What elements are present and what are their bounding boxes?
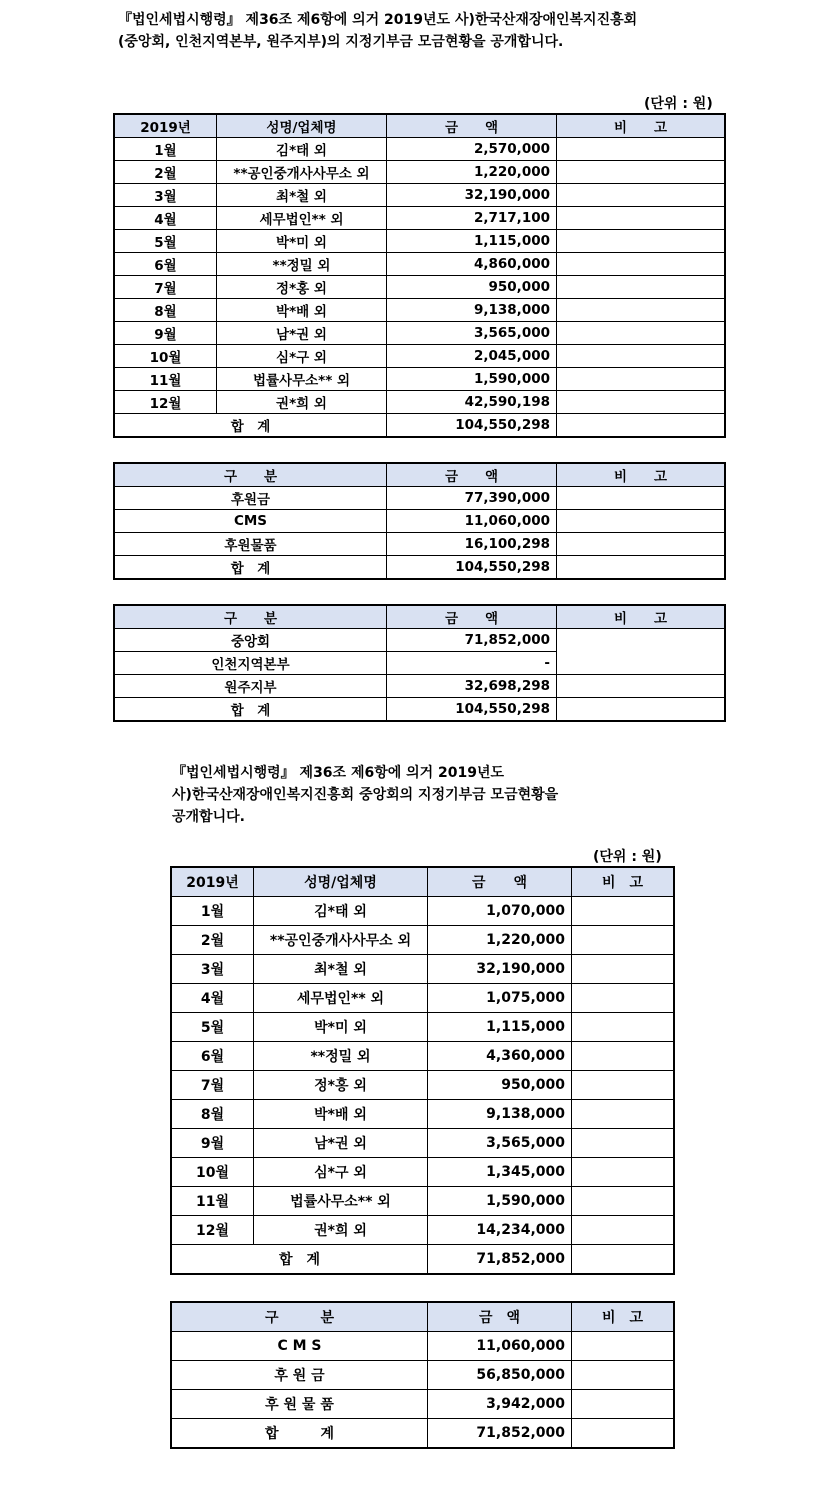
amount-cell: 3,565,000 [428, 1129, 572, 1158]
donor-name-cell: 박*배 외 [217, 299, 387, 322]
month-cell: 2월 [115, 161, 217, 184]
donor-name-cell: 정*홍 외 [217, 276, 387, 299]
table-row [172, 1071, 674, 1100]
table-row [115, 391, 725, 414]
total-label: 합 계 [172, 1245, 428, 1274]
table-total-row [115, 414, 725, 437]
note-cell [557, 138, 725, 161]
intro-2-line-1: 『법인세법시행령』 제36조 제6항에 의거 2019년도 [172, 765, 505, 781]
table-row [115, 276, 725, 299]
amount-cell: 1,590,000 [428, 1187, 572, 1216]
donor-name-cell: 김*태 외 [254, 897, 428, 926]
amount-cell: 9,138,000 [428, 1100, 572, 1129]
donor-name-cell: 박*미 외 [254, 1013, 428, 1042]
note-cell [557, 533, 725, 556]
amount-cell: 1,590,000 [387, 368, 557, 391]
amount-cell: 2,717,100 [387, 207, 557, 230]
month-cell: 2월 [172, 926, 254, 955]
note-cell [572, 1216, 674, 1245]
monthly-donation-table [114, 114, 725, 437]
total-label: 합 계 [115, 556, 387, 579]
donor-name-cell: 남*권 외 [217, 322, 387, 345]
amount-cell: 1,115,000 [387, 230, 557, 253]
col-header-name: 성명/업체명 [254, 868, 428, 897]
table-row [115, 629, 725, 652]
month-cell: 3월 [172, 955, 254, 984]
amount-cell: 1,075,000 [428, 984, 572, 1013]
col-header-amount: 금 액 [428, 868, 572, 897]
col-header-amount: 금 액 [387, 115, 557, 138]
total-amount: 71,852,000 [428, 1245, 572, 1274]
table-row [115, 322, 725, 345]
note-cell [557, 322, 725, 345]
col-header-year: 2019년 [172, 868, 254, 897]
month-cell: 3월 [115, 184, 217, 207]
category-cell: CMS [115, 510, 387, 533]
donor-name-cell: 김*태 외 [217, 138, 387, 161]
donor-name-cell: 남*권 외 [254, 1129, 428, 1158]
table-header-row [115, 115, 725, 138]
donor-name-cell: 심*구 외 [217, 345, 387, 368]
col-header-note: 비 고 [572, 1303, 674, 1332]
note-cell [572, 1042, 674, 1071]
col-header-amount: 금 액 [428, 1303, 572, 1332]
table-row [172, 1361, 674, 1390]
table-row [115, 230, 725, 253]
category-cell: 후 원 금 [172, 1361, 428, 1390]
donor-name-cell: 심*구 외 [254, 1158, 428, 1187]
donor-name-cell: 법률사무소** 외 [217, 368, 387, 391]
table-row [115, 184, 725, 207]
col-header-name: 성명/업체명 [217, 115, 387, 138]
note-cell [557, 368, 725, 391]
amount-cell: 1,070,000 [428, 897, 572, 926]
amount-cell: - [387, 652, 557, 675]
month-cell: 11월 [115, 368, 217, 391]
col-header-category: 구 분 [115, 464, 387, 487]
month-cell: 9월 [172, 1129, 254, 1158]
amount-cell: 42,590,198 [387, 391, 557, 414]
amount-cell: 11,060,000 [428, 1332, 572, 1361]
col-header-year: 2019년 [115, 115, 217, 138]
note-cell [572, 1129, 674, 1158]
note-cell [572, 1332, 674, 1361]
table-row [172, 1129, 674, 1158]
amount-cell: 4,360,000 [428, 1042, 572, 1071]
donor-name-cell: 권*희 외 [254, 1216, 428, 1245]
amount-cell: 71,852,000 [387, 629, 557, 652]
amount-cell: 32,190,000 [428, 955, 572, 984]
col-header-amount: 금 액 [387, 606, 557, 629]
amount-cell: 1,220,000 [428, 926, 572, 955]
table-row [115, 138, 725, 161]
month-cell: 4월 [172, 984, 254, 1013]
donor-name-cell: **정밀 외 [217, 253, 387, 276]
month-cell: 8월 [115, 299, 217, 322]
table-header-row [115, 464, 725, 487]
total-amount: 104,550,298 [387, 556, 557, 579]
table-row [172, 1216, 674, 1245]
month-cell: 6월 [115, 253, 217, 276]
month-cell: 9월 [115, 322, 217, 345]
amount-cell: 3,565,000 [387, 322, 557, 345]
amount-cell: 56,850,000 [428, 1361, 572, 1390]
table-row [115, 510, 725, 533]
unit-label-2: (단위 : 원) [593, 849, 662, 865]
total-note [572, 1419, 674, 1448]
table-row [115, 345, 725, 368]
intro-1-line-2: (중앙회, 인천지역본부, 원주지부)의 지정기부금 모금현황을 공개합니다. [118, 34, 564, 50]
table-row [172, 926, 674, 955]
amount-cell: 32,190,000 [387, 184, 557, 207]
note-cell [557, 629, 725, 675]
month-cell: 5월 [115, 230, 217, 253]
amount-cell: 1,345,000 [428, 1158, 572, 1187]
table-row [172, 955, 674, 984]
month-cell: 7월 [172, 1071, 254, 1100]
month-cell: 11월 [172, 1187, 254, 1216]
table-row [115, 253, 725, 276]
branch-summary-table [114, 605, 725, 721]
table-header-row [115, 606, 725, 629]
total-note [557, 556, 725, 579]
central-monthly-donation-table [171, 867, 674, 1274]
category-cell: 인천지역본부 [115, 652, 387, 675]
month-cell: 1월 [115, 138, 217, 161]
note-cell [557, 161, 725, 184]
note-cell [572, 1361, 674, 1390]
month-cell: 6월 [172, 1042, 254, 1071]
note-cell [557, 230, 725, 253]
month-cell: 12월 [172, 1216, 254, 1245]
note-cell [557, 391, 725, 414]
table-row [172, 984, 674, 1013]
donor-name-cell: 최*철 외 [217, 184, 387, 207]
note-cell [557, 276, 725, 299]
month-cell: 12월 [115, 391, 217, 414]
intro-paragraph-2 [172, 762, 558, 828]
month-cell: 10월 [172, 1158, 254, 1187]
amount-cell: 950,000 [428, 1071, 572, 1100]
amount-cell: 4,860,000 [387, 253, 557, 276]
intro-1-line-1: 『법인세법시행령』 제36조 제6항에 의거 2019년도 사)한국산재장애인복지진흥회 [118, 12, 638, 28]
month-cell: 7월 [115, 276, 217, 299]
note-cell [572, 1100, 674, 1129]
total-note [557, 698, 725, 721]
total-amount: 71,852,000 [428, 1419, 572, 1448]
total-amount: 104,550,298 [387, 698, 557, 721]
col-header-note: 비 고 [557, 606, 725, 629]
note-cell [557, 487, 725, 510]
table-row [172, 1158, 674, 1187]
month-cell: 1월 [172, 897, 254, 926]
amount-cell: 11,060,000 [387, 510, 557, 533]
note-cell [557, 299, 725, 322]
donor-name-cell: **공인중개사사무소 외 [254, 926, 428, 955]
note-cell [557, 207, 725, 230]
donor-name-cell: 박*미 외 [217, 230, 387, 253]
amount-cell: 14,234,000 [428, 1216, 572, 1245]
category-cell: 후 원 물 품 [172, 1390, 428, 1419]
note-cell [572, 897, 674, 926]
col-header-amount: 금 액 [387, 464, 557, 487]
table-row [115, 299, 725, 322]
table-row [172, 1390, 674, 1419]
category-cell: 후원물품 [115, 533, 387, 556]
category-cell: 후원금 [115, 487, 387, 510]
amount-cell: 9,138,000 [387, 299, 557, 322]
note-cell [557, 510, 725, 533]
table-row [115, 207, 725, 230]
note-cell [572, 955, 674, 984]
note-cell [557, 675, 725, 698]
donor-name-cell: 최*철 외 [254, 955, 428, 984]
intro-2-line-2: 사)한국산재장애인복지진흥회 중앙회의 지정기부금 모금현황을 [172, 787, 559, 803]
note-cell [557, 253, 725, 276]
total-note [557, 414, 725, 437]
category-summary-table [114, 463, 725, 579]
amount-cell: 2,570,000 [387, 138, 557, 161]
note-cell [572, 1390, 674, 1419]
total-label: 합 계 [115, 414, 387, 437]
table-row [172, 897, 674, 926]
table-row [115, 368, 725, 391]
total-note [572, 1245, 674, 1274]
col-header-note: 비 고 [572, 868, 674, 897]
table-row [115, 161, 725, 184]
total-label: 합 계 [115, 698, 387, 721]
amount-cell: 77,390,000 [387, 487, 557, 510]
intro-2-line-3: 공개합니다. [172, 809, 245, 825]
amount-cell: 950,000 [387, 276, 557, 299]
category-cell: C M S [172, 1332, 428, 1361]
col-header-category: 구 분 [115, 606, 387, 629]
table-row [115, 533, 725, 556]
unit-label: (단위 : 원) [644, 96, 713, 112]
amount-cell: 1,115,000 [428, 1013, 572, 1042]
note-cell [572, 1187, 674, 1216]
total-amount: 104,550,298 [387, 414, 557, 437]
note-cell [572, 926, 674, 955]
col-header-note: 비 고 [557, 115, 725, 138]
note-cell [557, 184, 725, 207]
donor-name-cell: 법률사무소** 외 [254, 1187, 428, 1216]
note-cell [572, 1158, 674, 1187]
donor-name-cell: **정밀 외 [254, 1042, 428, 1071]
table-total-row [172, 1245, 674, 1274]
col-header-note: 비 고 [557, 464, 725, 487]
table-row [115, 487, 725, 510]
amount-cell: 3,942,000 [428, 1390, 572, 1419]
donor-name-cell: **공인중개사사무소 외 [217, 161, 387, 184]
note-cell [572, 984, 674, 1013]
table-row [172, 1332, 674, 1361]
table-row [115, 675, 725, 698]
donor-name-cell: 세무법인** 외 [217, 207, 387, 230]
note-cell [572, 1071, 674, 1100]
table-row [172, 1187, 674, 1216]
month-cell: 5월 [172, 1013, 254, 1042]
table-header-row [172, 1303, 674, 1332]
table-row [172, 1100, 674, 1129]
table-header-row [172, 868, 674, 897]
month-cell: 10월 [115, 345, 217, 368]
note-cell [572, 1013, 674, 1042]
donor-name-cell: 세무법인** 외 [254, 984, 428, 1013]
table-row [172, 1042, 674, 1071]
col-header-category: 구 분 [172, 1303, 428, 1332]
donor-name-cell: 정*홍 외 [254, 1071, 428, 1100]
central-category-summary-table [171, 1302, 674, 1448]
amount-cell: 32,698,298 [387, 675, 557, 698]
month-cell: 8월 [172, 1100, 254, 1129]
amount-cell: 2,045,000 [387, 345, 557, 368]
note-cell [557, 345, 725, 368]
total-label: 합 계 [172, 1419, 428, 1448]
table-total-row [115, 698, 725, 721]
table-total-row [172, 1419, 674, 1448]
month-cell: 4월 [115, 207, 217, 230]
intro-paragraph-1 [118, 9, 637, 53]
amount-cell: 16,100,298 [387, 533, 557, 556]
category-cell: 원주지부 [115, 675, 387, 698]
table-total-row [115, 556, 725, 579]
category-cell: 중앙회 [115, 629, 387, 652]
table-row [172, 1013, 674, 1042]
donor-name-cell: 권*희 외 [217, 391, 387, 414]
donor-name-cell: 박*배 외 [254, 1100, 428, 1129]
amount-cell: 1,220,000 [387, 161, 557, 184]
